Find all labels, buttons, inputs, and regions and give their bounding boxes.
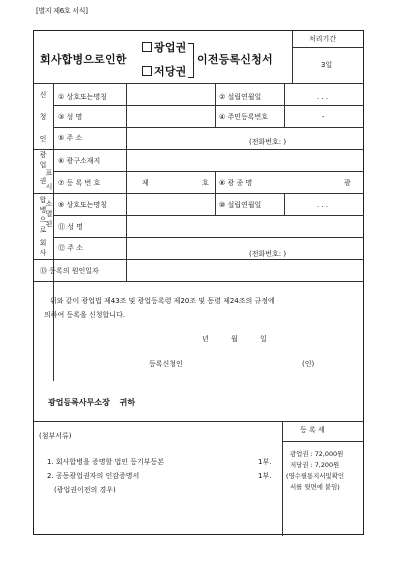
registration-cause-date-label: ⑬ 등록의 원인일자 bbox=[40, 267, 99, 275]
declaration-seal[interactable]: (인) bbox=[302, 360, 315, 368]
section-merged-char-2: 병 bbox=[39, 206, 47, 214]
title-bracket bbox=[188, 43, 194, 78]
checkbox-mortgage[interactable] bbox=[142, 66, 152, 76]
section-merged-char-4: 로 bbox=[39, 226, 47, 234]
attachment-item-2: 2. 공동광업권자의 인감증명서 bbox=[47, 472, 140, 480]
section-mining-char-3: 표 bbox=[45, 169, 53, 177]
fee-line-2: 저당권 : 7,200원 bbox=[290, 461, 340, 469]
processing-period-label: 처리기간 bbox=[309, 35, 337, 43]
applicant-resident-number-value[interactable]: - bbox=[322, 113, 325, 121]
applicant-phone-label[interactable]: (전화번호: ) bbox=[249, 138, 287, 146]
section-mining-char-2: 업 bbox=[39, 161, 47, 169]
checkbox-mining-right[interactable] bbox=[142, 42, 152, 52]
mining-location-label: ⑥ 광구소재지 bbox=[58, 157, 101, 165]
attachments-header: (첨부서류) bbox=[39, 432, 72, 440]
applicant-founded-value[interactable]: . . . bbox=[317, 93, 329, 101]
attachment-item-2-count: 1부. bbox=[258, 472, 272, 480]
section-mining-char-4: 권 bbox=[39, 177, 47, 185]
mining-registration-suffix: 호 bbox=[202, 179, 209, 187]
applicant-name-label: ① 상호또는명칭 bbox=[58, 93, 108, 101]
applicant-address-label: ⑤ 주 소 bbox=[58, 134, 83, 142]
section-applicant-char-2: 청 bbox=[39, 113, 47, 121]
section-merged-char-1: 합 bbox=[39, 196, 47, 204]
applicant-resident-number-label: ④ 주민등록번호 bbox=[219, 113, 269, 121]
merged-founded-label: ⑩ 설립연월일 bbox=[219, 201, 262, 209]
title-option-mining[interactable]: 광업권 bbox=[142, 42, 186, 53]
applicant-rep-name-label: ③ 성 명 bbox=[58, 113, 83, 121]
mining-registration-prefix: 제 bbox=[142, 179, 149, 187]
section-merged-char-9: 사 bbox=[39, 249, 47, 257]
section-merged-char-8: 회 bbox=[39, 239, 47, 247]
title-prefix: 회사합병으로인한 bbox=[40, 53, 127, 66]
title-option-mortgage[interactable]: 저당권 bbox=[142, 66, 186, 77]
declaration-line-2: 의하여 등록을 신청합니다. bbox=[44, 311, 126, 319]
mining-registration-label: ⑦ 등 록 번 호 bbox=[58, 179, 101, 187]
merged-phone-label[interactable]: (전화번호: ) bbox=[249, 250, 287, 258]
fee-line-3: (영수필통지서및확인 bbox=[286, 472, 345, 480]
attachment-item-1: 1. 회사합병을 증명할 법인 등기부등본 bbox=[47, 458, 165, 466]
merged-name-label: ⑨ 상호또는명칭 bbox=[58, 201, 108, 209]
form-tag: [별지 제6호 서식] bbox=[36, 7, 88, 15]
section-merged-char-3: 으 bbox=[39, 216, 47, 224]
section-mining-char-5: 시 bbox=[45, 183, 53, 191]
fee-line-1: 광업권 : 72,000원 bbox=[290, 450, 344, 458]
merged-address-label: ⑫ 주 소 bbox=[58, 244, 83, 252]
section-mining-char-1: 광 bbox=[39, 151, 47, 159]
section-applicant-char-3: 인 bbox=[39, 135, 47, 143]
attachment-item-1-count: 1부. bbox=[258, 458, 272, 466]
mineral-type-label: ⑧ 광 종 명 bbox=[219, 179, 253, 187]
section-merged-char-5: 소 bbox=[45, 200, 53, 208]
mineral-type-suffix: 광 bbox=[344, 179, 351, 187]
fee-line-4: 서를 뒷면에 붙임) bbox=[290, 483, 340, 491]
applicant-founded-label: ② 설립연월일 bbox=[219, 93, 262, 101]
processing-period-value: 3일 bbox=[321, 61, 333, 69]
attachment-item-3: (광업권이전의 경우) bbox=[54, 486, 116, 494]
section-merged-char-7: 된 bbox=[45, 220, 53, 228]
fee-header: 등 록 세 bbox=[300, 426, 325, 434]
merged-founded-value[interactable]: . . . bbox=[317, 201, 329, 209]
application-form bbox=[33, 30, 364, 535]
declaration-applicant-label: 등록신청인 bbox=[149, 360, 183, 368]
section-applicant-char-1: 신 bbox=[39, 91, 47, 99]
declaration-date[interactable]: 년 월 일 bbox=[202, 335, 267, 343]
section-merged-char-6: 멸 bbox=[45, 210, 53, 218]
declaration-line-1: 위와 같이 광업법 제43조 및 광업등록령 제20조 및 동령 제24조의 규정에 bbox=[50, 297, 275, 305]
recipient: 광업등록사무소장 귀하 bbox=[48, 398, 136, 407]
merged-rep-name-label: ⑪ 성 명 bbox=[58, 223, 83, 231]
title-suffix: 이전등록신청서 bbox=[197, 53, 273, 66]
